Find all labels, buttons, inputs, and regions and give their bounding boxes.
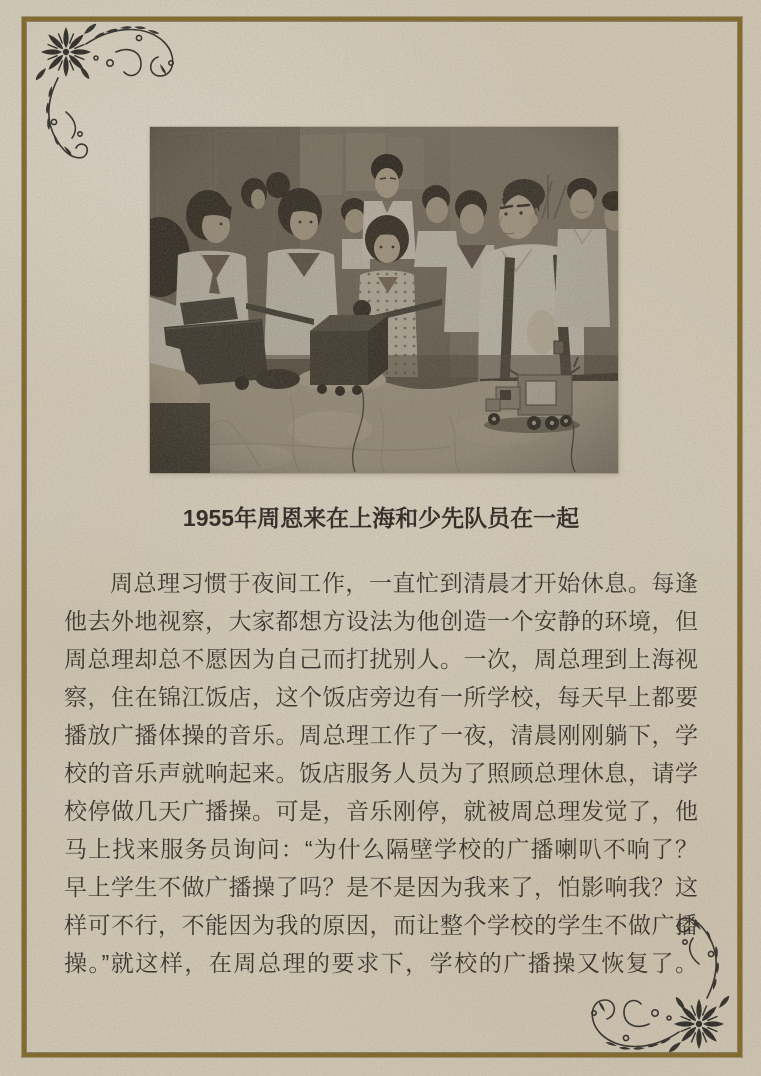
story-line: 播放广播体操的音乐。周总理工作了一夜，清晨刚刚躺下，学 — [64, 722, 698, 748]
historical-photo — [150, 127, 618, 473]
story-line: 早上学生不做广播操了吗？是不是因为我来了，怕影响我？这 — [64, 874, 698, 900]
story-line: 校的音乐声就响起来。饭店服务人员为了照顾总理休息，请学 — [64, 760, 698, 786]
story-paragraph — [64, 564, 698, 982]
photo-caption: 1955年周恩来在上海和少先队员在一起 — [182, 505, 580, 531]
story-line: 样可不行，不能因为我的原因，而让整个学校的学生不做广播 — [64, 912, 698, 938]
story-line: 校停做几天广播操。可是，音乐刚停，就被周总理发觉了，他 — [64, 798, 698, 824]
story-line: 操。”就这样，在周总理的要求下，学校的广播操又恢复了。 — [64, 950, 698, 976]
photo-illustration — [150, 127, 618, 473]
story-line: 他去外地视察，大家都想方设法为他创造一个安静的环境，但 — [64, 608, 698, 634]
story-line: 周总理习惯于夜间工作，一直忙到清晨才开始休息。每逢 — [110, 570, 698, 596]
story-line: 马上找来服务员询问：“为什么隔壁学校的广播喇叭不响了？ — [64, 836, 698, 862]
photo-vignette — [150, 127, 618, 473]
story-line: 周总理却总不愿因为自己而打扰别人。一次，周总理到上海视 — [64, 646, 698, 672]
flourish-flower — [41, 27, 91, 77]
story-line: 察，住在锦江饭店，这个饭店旁边有一所学校，每天早上都要 — [64, 684, 698, 710]
